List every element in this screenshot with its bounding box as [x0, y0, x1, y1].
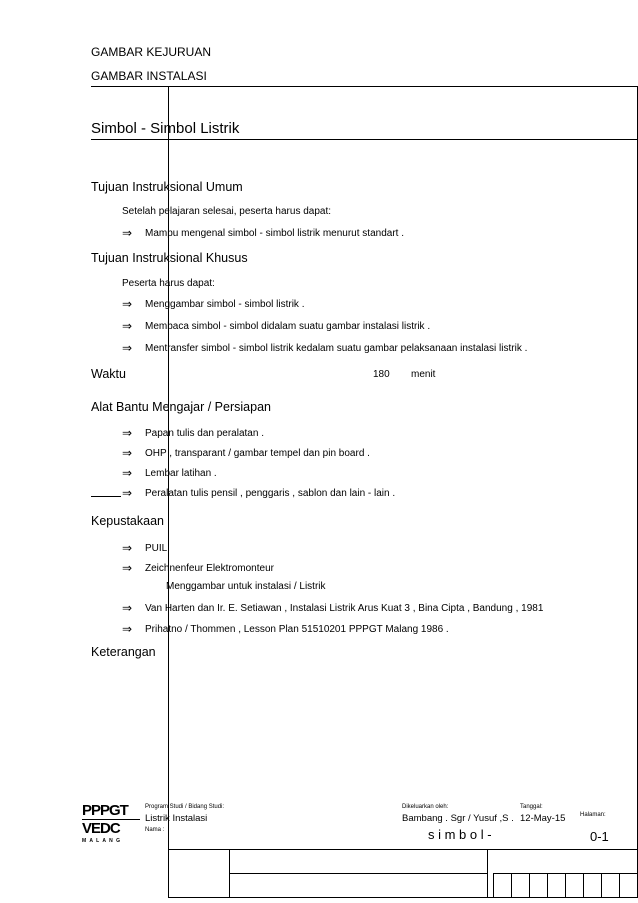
- halaman-value: 0-1: [590, 829, 609, 844]
- tik-intro: Peserta harus dapat:: [122, 278, 215, 289]
- tiu-heading: Tujuan Instruksional Umum: [91, 180, 243, 194]
- footer-grid-top: [168, 849, 638, 850]
- short-rule: [91, 496, 121, 497]
- footer-box: [529, 873, 530, 897]
- waktu-unit: menit: [411, 369, 436, 380]
- waktu-value: 180: [373, 369, 390, 380]
- dikeluarkan-label: Dikeluarkan oleh:: [402, 804, 449, 810]
- arrow-icon: ⇒: [122, 601, 133, 615]
- alat-item: OHP , transparant / gambar tempel dan pin board .: [145, 448, 370, 459]
- logo-top: PPPGT: [82, 802, 128, 819]
- pustaka-item: Zeichnenfeur Elektromonteur: [145, 563, 274, 574]
- title-divider: [91, 139, 638, 140]
- keterangan-heading: Keterangan: [91, 645, 156, 659]
- tanggal-label: Tanggal:: [520, 804, 543, 810]
- alat-item: Papan tulis dan peralatan .: [145, 428, 264, 439]
- pustaka-subitem: Menggambar untuk instalasi / Listrik: [166, 581, 326, 592]
- arrow-icon: ⇒: [122, 319, 133, 333]
- alat-item: Peralatan tulis pensil , penggaris , sablon dan lain - lain .: [145, 488, 396, 499]
- footer-grid-mid: [229, 873, 487, 874]
- arrow-icon: ⇒: [122, 426, 133, 440]
- arrow-icon: ⇒: [122, 622, 133, 636]
- footer-box: [547, 873, 548, 897]
- pustaka-item: Van Harten dan Ir. E. Setiawan , Instalasi Listrik Arus Kuat 3 , Bina Cipta , Bandung , 1981: [145, 603, 544, 614]
- arrow-icon: ⇒: [122, 466, 133, 480]
- tik-item: Membaca simbol - simbol didalam suatu gambar instalasi listrik .: [145, 321, 431, 332]
- footer-grid-col: [229, 849, 230, 897]
- program-label: Program Studi / Bidang Studi:: [145, 804, 225, 810]
- header-line-2: GAMBAR INSTALASI: [91, 69, 207, 83]
- footer-grid-bottom: [168, 897, 638, 898]
- logo-bot: M A L A N G: [82, 838, 122, 844]
- footer-box: [493, 873, 494, 897]
- tiu-item: Mampu mengenal simbol - simbol listrik menurut standart .: [145, 228, 404, 239]
- arrow-icon: ⇒: [122, 226, 133, 240]
- logo-mid: VEDC: [82, 820, 120, 837]
- alat-item: Lembar latihan .: [145, 468, 217, 479]
- tik-item: Mentransfer simbol - simbol listrik kedalam suatu gambar pelaksanaan instalasi listrik .: [145, 343, 528, 354]
- tik-item: Menggambar simbol - simbol listrik .: [145, 299, 305, 310]
- arrow-icon: ⇒: [122, 541, 133, 555]
- footer-box: [511, 873, 512, 897]
- waktu-label: Waktu: [91, 367, 126, 381]
- arrow-icon: ⇒: [122, 446, 133, 460]
- arrow-icon: ⇒: [122, 561, 133, 575]
- page-title: Simbol - Simbol Listrik: [91, 120, 240, 137]
- nama-label: Nama :: [145, 827, 165, 833]
- footer-box: [583, 873, 584, 897]
- header-line-1: GAMBAR KEJURUAN: [91, 45, 212, 59]
- footer-box: [601, 873, 602, 897]
- document-code: s i m b o l -: [428, 827, 492, 842]
- pustaka-heading: Kepustakaan: [91, 514, 164, 528]
- header-divider: [91, 86, 638, 87]
- alat-heading: Alat Bantu Mengajar / Persiapan: [91, 400, 271, 414]
- arrow-icon: ⇒: [122, 486, 133, 500]
- pustaka-item: PUIL: [145, 543, 168, 554]
- arrow-icon: ⇒: [122, 297, 133, 311]
- tiu-intro: Setelah pelajaran selesai, peserta harus dapat:: [122, 206, 332, 217]
- tik-heading: Tujuan Instruksional Khusus: [91, 251, 248, 265]
- dikeluarkan-value: Bambang . Sgr / Yusuf ,S .: [402, 813, 514, 824]
- pustaka-item: Prihatno / Thommen , Lesson Plan 51510201 PPPGT Malang 1986 .: [145, 624, 449, 635]
- footer-box: [565, 873, 566, 897]
- arrow-icon: ⇒: [122, 341, 133, 355]
- halaman-label: Halaman:: [580, 812, 606, 818]
- footer-grid-col: [487, 849, 488, 897]
- tanggal-value: 12-May-15: [520, 813, 566, 824]
- footer-box: [619, 873, 620, 897]
- program-value: Listrik Instalasi: [145, 813, 208, 824]
